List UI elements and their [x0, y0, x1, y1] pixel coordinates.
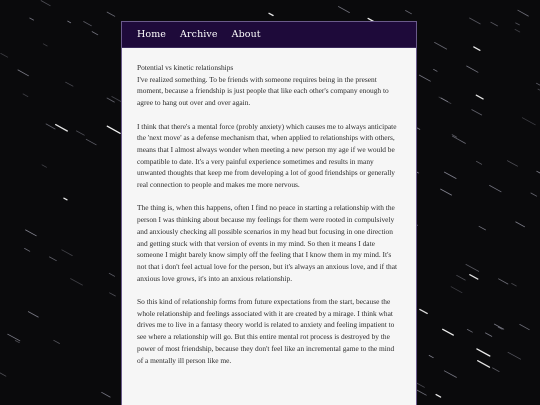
post-title: Potential vs kinetic relationships — [137, 63, 234, 72]
nav-home-link[interactable]: Home — [137, 29, 167, 40]
navbar — [122, 22, 416, 48]
post-paragraph-1: I've realized something. To be friends with someone requires being in the present moment, because a friendship is just people that like each other's company enough to agree to hang out over and over again. — [137, 74, 389, 108]
nav-archive-link[interactable]: Archive — [180, 29, 218, 40]
blog-page — [121, 21, 417, 405]
post-paragraph-3: The thing is, when this happens, often I find no peace in starting a relationship with the person I was thinking about because my feelings for them were rooted in compulsively and anxiously checking all possible scenarios in my head but focusing in one direction and getting stuck with that version of events in my mind. So then it means I date someone I might barely know simply off the feeling that I know them in my mind. It's not that i don't feel actual love for the person, but it's always an anxious love, and if that anxious love grows, it's into an anxious relationship. — [137, 203, 398, 283]
nav-about-link[interactable]: About — [231, 29, 261, 40]
blog-post — [122, 48, 416, 366]
post-paragraph-4: So this kind of relationship forms from future expectations from the start, because the whole relationship and feelings associated with it are created by a mirage. I think what drives me to live in a fantasy theory world is related to anxiety and feeling impatient to see where a relationship will go. But this entire mental rot process is destroyed by the power of most friendship, because they don't feel like an incremental game to the mind of a mentally ill person like me. — [137, 297, 395, 365]
post-paragraph-2: I think that there's a mental force (probly anxiety) which causes me to always anticipate the 'next move' as a defense mechanism that, when applied to relationships with others, means that I almost always wonder when meeting a new person my age if we would be compatible to date. It's a very painful experience sometimes and results in many unwanted thoughts that keep me from developing a lot of good friendships or generally real connection to people and makes me more nervous. — [137, 121, 397, 190]
